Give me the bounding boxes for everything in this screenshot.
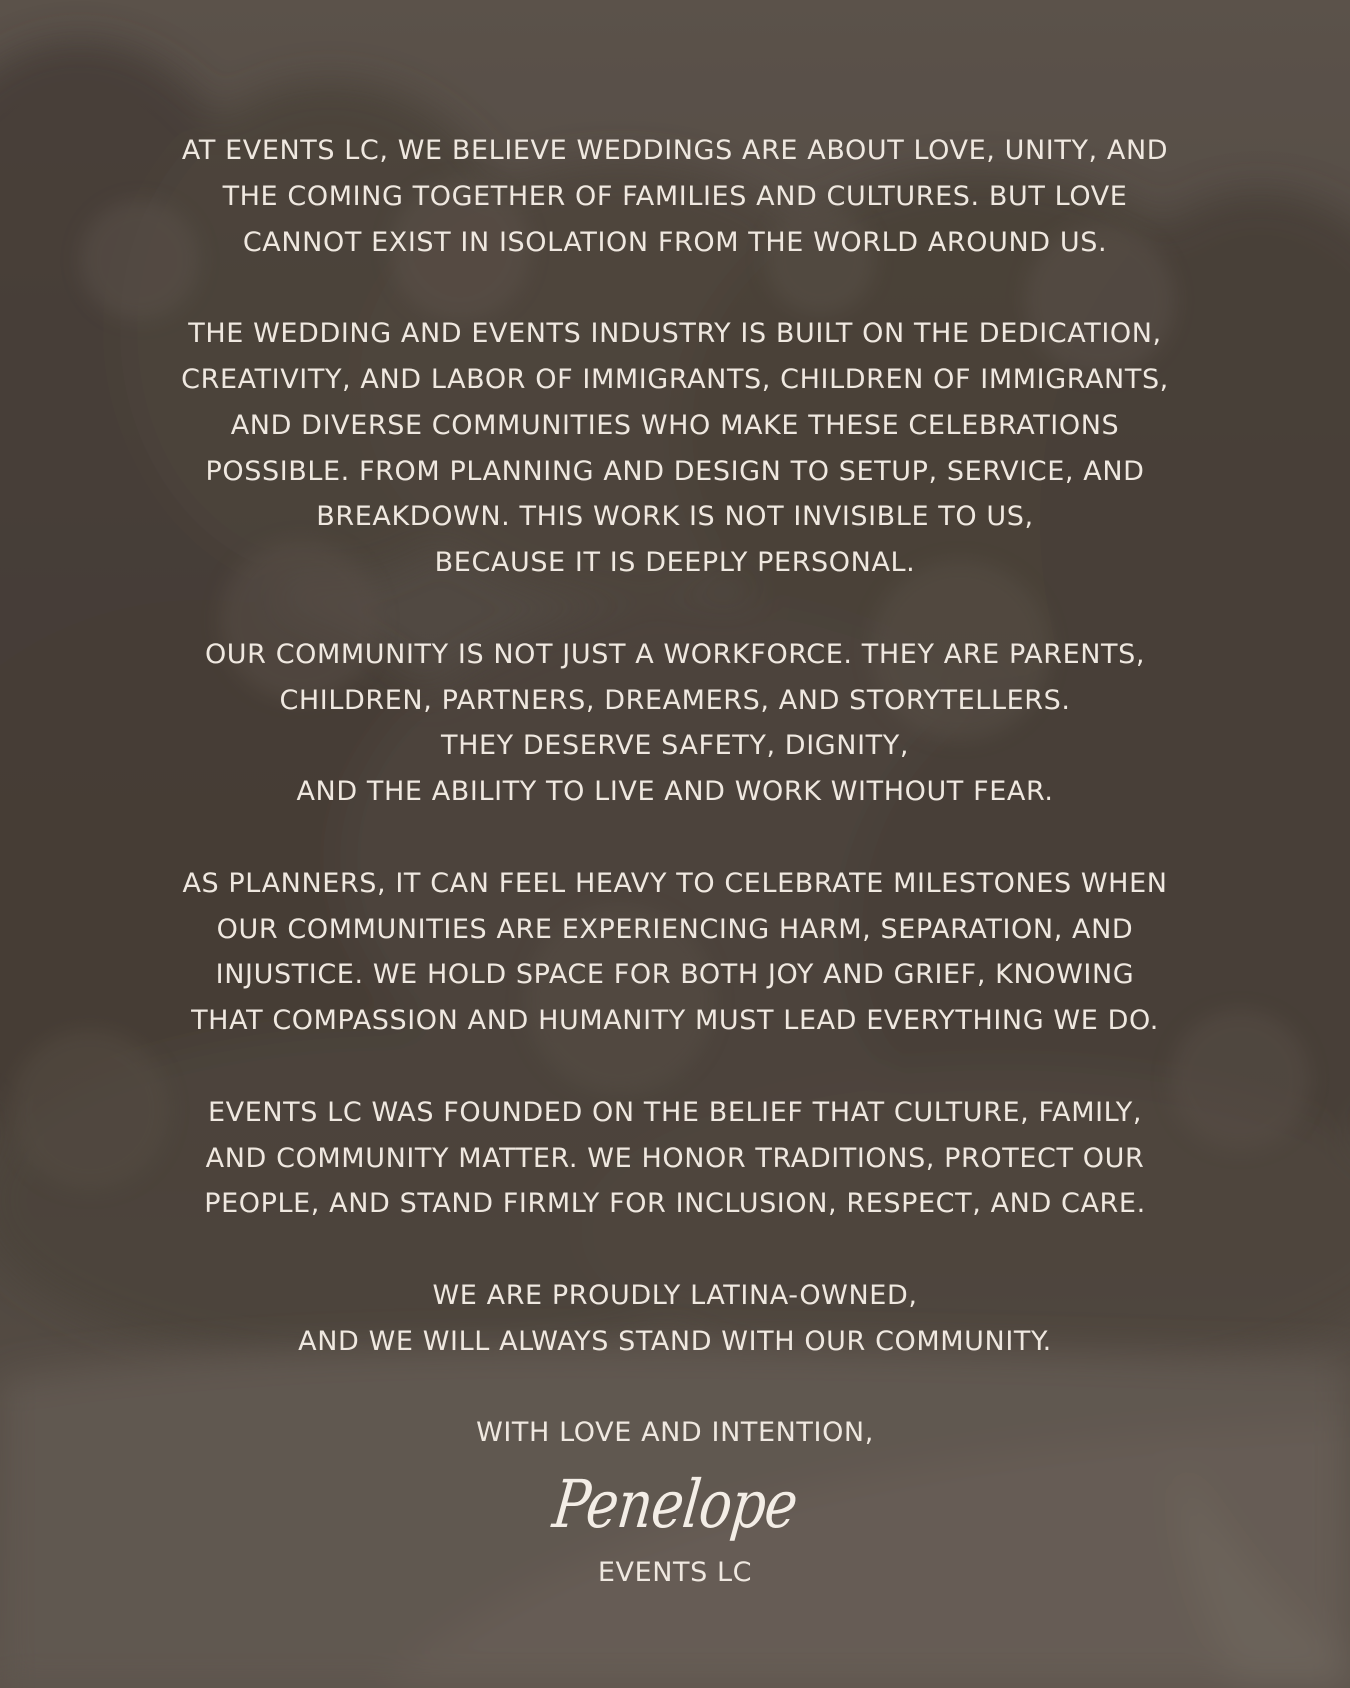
paragraph-line: OUR COMMUNITY IS NOT JUST A WORKFORCE. THEY ARE PARENTS, <box>204 638 1146 670</box>
paragraph-line: AT EVENTS LC, WE BELIEVE WEDDINGS ARE ABOUT LOVE, UNITY, AND <box>181 135 1169 166</box>
paragraph-line: BREAKDOWN. THIS WORK IS NOT INVISIBLE TO US, <box>316 501 1034 533</box>
paragraph-line: OUR COMMUNITIES ARE EXPERIENCING HARM, SEPARATION, AND <box>216 913 1134 945</box>
paragraph-line: AND DIVERSE COMMUNITIES WHO MAKE THESE CELEBRATIONS <box>230 409 1120 441</box>
signature: Penelope <box>549 1466 801 1544</box>
paragraph-3 <box>125 632 1225 815</box>
paragraph-6 <box>125 1273 1225 1365</box>
paragraph-line: THAT COMPASSION AND HUMANITY MUST LEAD EVERYTHING WE DO. <box>191 1005 1159 1037</box>
paragraph-line: PEOPLE, AND STAND FIRMLY FOR INCLUSION, RESPECT, AND CARE. <box>204 1188 1146 1220</box>
closing-line: WITH LOVE AND INTENTION, <box>476 1417 874 1449</box>
paragraph-line: AND THE ABILITY TO LIVE AND WORK WITHOUT FEAR. <box>296 776 1054 808</box>
sign-off <box>125 1410 1225 1596</box>
paragraph-line: POSSIBLE. FROM PLANNING AND DESIGN TO SETUP, SERVICE, AND <box>205 455 1145 487</box>
paragraph-line: THEY DESERVE SAFETY, DIGNITY, <box>440 730 910 762</box>
paragraph-line: CANNOT EXIST IN ISOLATION FROM THE WORLD AROUND US. <box>242 226 1108 258</box>
paragraph-line: THE COMING TOGETHER OF FAMILIES AND CULTURES. BUT LOVE <box>222 180 1128 212</box>
paragraph-line: AND COMMUNITY MATTER. WE HONOR TRADITIONS, PROTECT OUR <box>205 1142 1145 1174</box>
paragraph-line: INJUSTICE. WE HOLD SPACE FOR BOTH JOY AND GRIEF, KNOWING <box>215 959 1135 991</box>
paragraph-line: CHILDREN, PARTNERS, DREAMERS, AND STORYTELLERS. <box>279 684 1071 716</box>
paragraph-line: EVENTS LC WAS FOUNDED ON THE BELIEF THAT CULTURE, FAMILY, <box>207 1096 1143 1128</box>
paragraph-2 <box>125 311 1225 586</box>
paragraph-line: THE WEDDING AND EVENTS INDUSTRY IS BUILT ON THE DEDICATION, <box>188 318 1162 350</box>
paragraph-line: CREATIVITY, AND LABOR OF IMMIGRANTS, CHILDREN OF IMMIGRANTS, <box>181 363 1169 395</box>
paragraph-5 <box>125 1090 1225 1227</box>
paragraph-line: WE ARE PROUDLY LATINA-OWNED, <box>432 1279 918 1311</box>
company-name: EVENTS LC <box>597 1557 753 1589</box>
paragraph-1 <box>125 128 1225 265</box>
paragraph-line: AND WE WILL ALWAYS STAND WITH OUR COMMUNITY. <box>298 1325 1052 1357</box>
paragraph-line: BECAUSE IT IS DEEPLY PERSONAL. <box>434 547 916 579</box>
paragraph-line: AS PLANNERS, IT CAN FEEL HEAVY TO CELEBRATE MILESTONES WHEN <box>182 867 1168 899</box>
paragraph-4 <box>125 861 1225 1044</box>
